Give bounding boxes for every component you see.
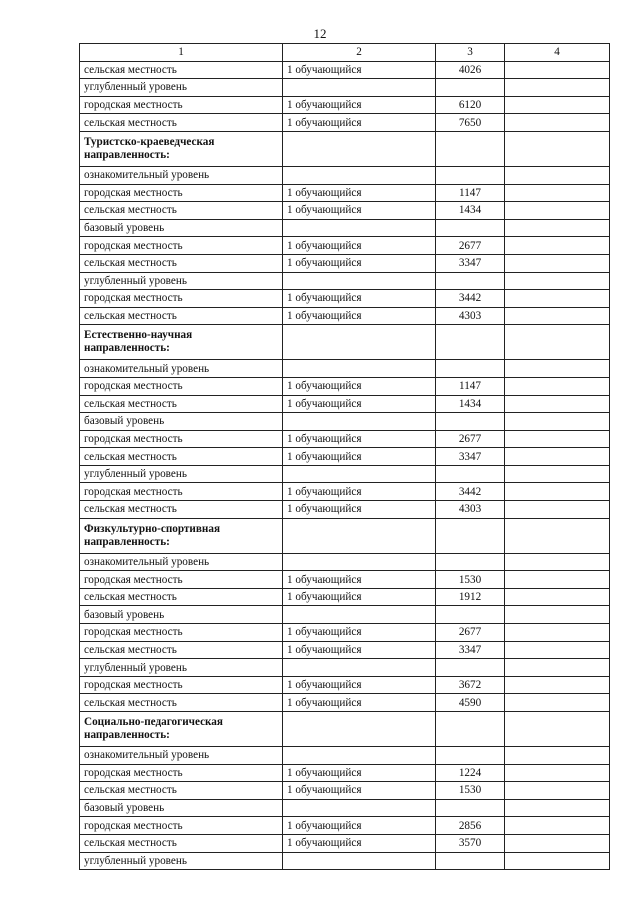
empty-cell [436,553,505,571]
level-label: углубленный уровень [80,272,283,290]
table-row [80,395,610,413]
section-heading-row [80,325,610,360]
unit-cell: 1 обучающийся [283,430,436,448]
note-cell [505,483,610,501]
level-label: базовый уровень [80,219,283,237]
unit-cell: 1 обучающийся [283,641,436,659]
empty-cell [283,79,436,97]
unit-cell: 1 обучающийся [283,254,436,272]
unit-cell: 1 обучающийся [283,571,436,589]
empty-cell [283,131,436,166]
value-cell: 1530 [436,782,505,800]
section-heading: Социально-педагогическая направленность: [80,712,283,747]
empty-cell [505,852,610,870]
area-label: сельская местность [80,395,283,413]
empty-cell [436,799,505,817]
unit-cell: 1 обучающийся [283,395,436,413]
area-label: городская местность [80,817,283,835]
note-cell [505,694,610,712]
empty-cell [436,272,505,290]
unit-cell: 1 обучающийся [283,694,436,712]
table-row [80,254,610,272]
table-row [80,430,610,448]
empty-cell [436,79,505,97]
level-label: базовый уровень [80,413,283,431]
empty-cell [505,166,610,184]
empty-cell [283,272,436,290]
area-label: городская местность [80,764,283,782]
level-label: ознакомительный уровень [80,360,283,378]
level-row [80,219,610,237]
column-header: 4 [505,44,610,62]
area-label: сельская местность [80,501,283,519]
unit-cell: 1 обучающийся [283,483,436,501]
level-row [80,606,610,624]
area-label: сельская местность [80,782,283,800]
table-row [80,483,610,501]
empty-cell [283,360,436,378]
empty-cell [505,747,610,765]
level-row [80,166,610,184]
empty-cell [283,553,436,571]
area-label: сельская местность [80,114,283,132]
area-label: сельская местность [80,61,283,79]
note-cell [505,290,610,308]
column-header: 1 [80,44,283,62]
value-cell: 3442 [436,483,505,501]
column-header: 3 [436,44,505,62]
unit-cell: 1 обучающийся [283,624,436,642]
area-label: сельская местность [80,254,283,272]
empty-cell [505,325,610,360]
area-label: городская местность [80,571,283,589]
note-cell [505,114,610,132]
note-cell [505,202,610,220]
area-label: сельская местность [80,641,283,659]
table-row [80,694,610,712]
unit-cell: 1 обучающийся [283,764,436,782]
empty-cell [436,219,505,237]
table-row [80,307,610,325]
table-row [80,61,610,79]
value-cell: 3347 [436,448,505,466]
note-cell [505,588,610,606]
unit-cell: 1 обучающийся [283,184,436,202]
empty-cell [505,79,610,97]
empty-cell [436,747,505,765]
empty-cell [436,413,505,431]
level-row [80,553,610,571]
level-label: базовый уровень [80,606,283,624]
area-label: городская местность [80,184,283,202]
level-row [80,852,610,870]
table-row [80,184,610,202]
area-label: городская местность [80,624,283,642]
empty-cell [505,465,610,483]
unit-cell: 1 обучающийся [283,501,436,519]
note-cell [505,676,610,694]
unit-cell: 1 обучающийся [283,448,436,466]
empty-cell [436,360,505,378]
level-label: углубленный уровень [80,79,283,97]
unit-cell: 1 обучающийся [283,782,436,800]
area-label: городская местность [80,290,283,308]
empty-cell [505,272,610,290]
area-label: городская местность [80,96,283,114]
table-row [80,290,610,308]
table-body [80,61,610,870]
value-cell: 1434 [436,395,505,413]
unit-cell: 1 обучающийся [283,377,436,395]
level-label: углубленный уровень [80,465,283,483]
empty-cell [283,465,436,483]
section-heading-row [80,712,610,747]
table-row [80,96,610,114]
table-row [80,114,610,132]
unit-cell: 1 обучающийся [283,61,436,79]
note-cell [505,430,610,448]
empty-cell [283,852,436,870]
level-row [80,272,610,290]
note-cell [505,254,610,272]
level-row [80,413,610,431]
value-cell: 2677 [436,430,505,448]
section-heading: Туристско-краеведческая направленность: [80,131,283,166]
unit-cell: 1 обучающийся [283,817,436,835]
value-cell: 4590 [436,694,505,712]
area-label: сельская местность [80,307,283,325]
table-row [80,448,610,466]
empty-cell [505,606,610,624]
table-row [80,237,610,255]
column-number-row [80,44,610,62]
area-label: сельская местность [80,834,283,852]
area-label: городская местность [80,483,283,501]
note-cell [505,782,610,800]
table-row [80,834,610,852]
value-cell: 2677 [436,624,505,642]
area-label: городская местность [80,377,283,395]
unit-cell: 1 обучающийся [283,834,436,852]
empty-cell [436,465,505,483]
area-label: городская местность [80,430,283,448]
empty-cell [505,131,610,166]
empty-cell [283,659,436,677]
note-cell [505,96,610,114]
value-cell: 1912 [436,588,505,606]
value-cell: 3570 [436,834,505,852]
level-label: ознакомительный уровень [80,747,283,765]
note-cell [505,641,610,659]
empty-cell [505,799,610,817]
empty-cell [283,606,436,624]
note-cell [505,307,610,325]
note-cell [505,834,610,852]
note-cell [505,448,610,466]
note-cell [505,184,610,202]
value-cell: 6120 [436,96,505,114]
empty-cell [283,219,436,237]
value-cell: 3347 [436,641,505,659]
empty-cell [283,799,436,817]
empty-cell [283,747,436,765]
empty-cell [505,712,610,747]
value-cell: 7650 [436,114,505,132]
level-row [80,747,610,765]
section-heading: Естественно-научная направленность: [80,325,283,360]
section-heading-row [80,518,610,553]
empty-cell [436,131,505,166]
level-row [80,79,610,97]
table-row [80,377,610,395]
level-row [80,659,610,677]
value-cell: 1530 [436,571,505,589]
value-cell: 1224 [436,764,505,782]
table-row [80,202,610,220]
level-row [80,799,610,817]
area-label: сельская местность [80,694,283,712]
empty-cell [505,219,610,237]
value-cell: 1434 [436,202,505,220]
empty-cell [436,166,505,184]
unit-cell: 1 обучающийся [283,588,436,606]
note-cell [505,624,610,642]
empty-cell [436,712,505,747]
note-cell [505,61,610,79]
empty-cell [283,413,436,431]
column-header: 2 [283,44,436,62]
unit-cell: 1 обучающийся [283,676,436,694]
empty-cell [283,325,436,360]
value-cell: 4303 [436,307,505,325]
note-cell [505,237,610,255]
table-row [80,817,610,835]
page-number: 12 [313,26,327,41]
empty-cell [505,518,610,553]
area-label: сельская местность [80,588,283,606]
note-cell [505,817,610,835]
unit-cell: 1 обучающийся [283,202,436,220]
table-row [80,588,610,606]
area-label: сельская местность [80,202,283,220]
table-row [80,571,610,589]
empty-cell [505,413,610,431]
empty-cell [436,659,505,677]
level-label: углубленный уровень [80,659,283,677]
note-cell [505,571,610,589]
empty-cell [283,712,436,747]
unit-cell: 1 обучающийся [283,96,436,114]
unit-cell: 1 обучающийся [283,290,436,308]
value-cell: 3442 [436,290,505,308]
value-cell: 4303 [436,501,505,519]
level-label: углубленный уровень [80,852,283,870]
unit-cell: 1 обучающийся [283,114,436,132]
level-label: ознакомительный уровень [80,553,283,571]
empty-cell [505,360,610,378]
norms-table [79,43,610,870]
note-cell [505,377,610,395]
level-label: базовый уровень [80,799,283,817]
area-label: сельская местность [80,448,283,466]
empty-cell [505,553,610,571]
value-cell: 4026 [436,61,505,79]
empty-cell [436,325,505,360]
level-row [80,465,610,483]
empty-cell [436,518,505,553]
area-label: городская местность [80,676,283,694]
value-cell: 2856 [436,817,505,835]
empty-cell [283,518,436,553]
table-row [80,782,610,800]
section-heading: Физкультурно-спортивная направленность: [80,518,283,553]
table-row [80,764,610,782]
empty-cell [436,606,505,624]
empty-cell [283,166,436,184]
note-cell [505,764,610,782]
level-row [80,360,610,378]
level-label: ознакомительный уровень [80,166,283,184]
empty-cell [436,852,505,870]
note-cell [505,501,610,519]
value-cell: 1147 [436,377,505,395]
value-cell: 3672 [436,676,505,694]
value-cell: 2677 [436,237,505,255]
table-row [80,624,610,642]
empty-cell [505,659,610,677]
unit-cell: 1 обучающийся [283,307,436,325]
area-label: городская местность [80,237,283,255]
table-row [80,641,610,659]
value-cell: 1147 [436,184,505,202]
unit-cell: 1 обучающийся [283,237,436,255]
table-row [80,501,610,519]
note-cell [505,395,610,413]
section-heading-row [80,131,610,166]
table-row [80,676,610,694]
value-cell: 3347 [436,254,505,272]
